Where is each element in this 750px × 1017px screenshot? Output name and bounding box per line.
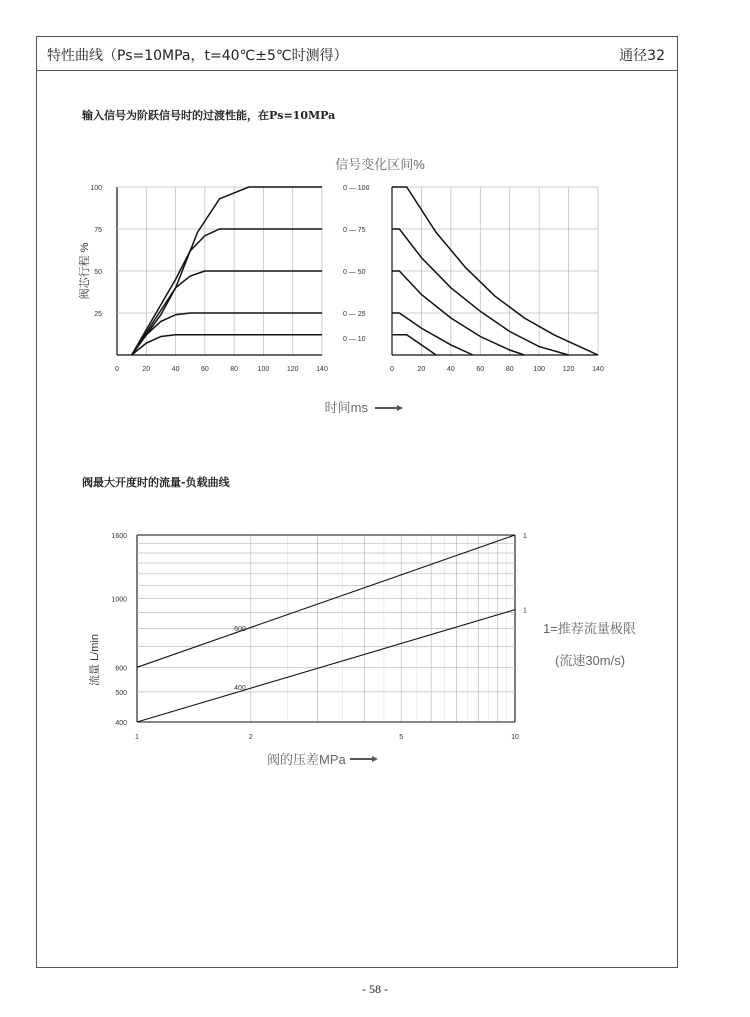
x-tick-label: 40 bbox=[171, 366, 180, 373]
x-tick-label: 5 bbox=[399, 734, 404, 741]
y-tick-label: 50 bbox=[94, 269, 102, 276]
x-tick-label: 80 bbox=[230, 366, 239, 373]
x-axis-label: 时间ms bbox=[324, 400, 368, 415]
x-tick-label: 60 bbox=[200, 366, 209, 373]
y-tick-label: 600 bbox=[115, 665, 127, 673]
series-label: 400 bbox=[234, 685, 246, 693]
range-label: 0 — 75 bbox=[343, 227, 366, 234]
x-tick-label: 1 bbox=[135, 734, 139, 741]
x-tick-label: 0 bbox=[390, 366, 394, 373]
x-tick-label: 20 bbox=[417, 366, 426, 373]
end-annotation: 1 bbox=[523, 533, 527, 540]
x-tick-label: 2 bbox=[248, 734, 253, 741]
x-tick-label: 140 bbox=[592, 366, 604, 373]
y-tick-label: 75 bbox=[94, 227, 102, 234]
chart-title: 信号变化区间% bbox=[335, 157, 425, 172]
note-line2: (流速30m/s) bbox=[555, 653, 626, 668]
x-tick-label: 100 bbox=[257, 366, 270, 373]
y-tick-label: 1600 bbox=[111, 533, 127, 540]
page-title: 特性曲线（Ps=10MPa，t=40℃±5℃时测得） bbox=[47, 48, 348, 64]
x-tick-label: 20 bbox=[142, 366, 151, 373]
y-axis-label: 流量 L/min bbox=[89, 634, 101, 686]
x-axis-arrow-head bbox=[372, 756, 378, 762]
note-line1: 1=推荐流量极限 bbox=[543, 621, 636, 636]
y-tick-label: 25 bbox=[94, 311, 102, 318]
y-tick-label: 1000 bbox=[111, 596, 127, 604]
x-tick-label: 0 bbox=[115, 366, 119, 373]
range-label: 0 — 25 bbox=[343, 311, 366, 318]
x-tick-label: 120 bbox=[562, 366, 575, 373]
flow-line bbox=[137, 535, 515, 667]
model-label: 通径32 bbox=[619, 48, 665, 64]
range-label: 0 — 10 bbox=[343, 336, 366, 344]
x-tick-label: 140 bbox=[316, 366, 328, 373]
section-title-flow-load: 阀最大开度时的流量-负载曲线 bbox=[82, 476, 230, 489]
page-number: - 58 - bbox=[362, 982, 388, 996]
x-tick-label: 100 bbox=[533, 366, 545, 373]
x-tick-label: 120 bbox=[286, 366, 299, 373]
series-label: 600 bbox=[234, 625, 246, 633]
section-title-step-response: 输入信号为阶跃信号时的过渡性能，在Ps=10MPa bbox=[82, 109, 336, 122]
x-tick-label: 60 bbox=[476, 366, 485, 373]
y-tick-label: 400 bbox=[115, 720, 127, 727]
flow-line bbox=[137, 610, 515, 722]
end-annotation: 1 bbox=[523, 607, 527, 615]
y-axis-label: 阀芯行程 % bbox=[79, 242, 91, 300]
x-tick-label: 40 bbox=[446, 366, 455, 373]
y-tick-label: 100 bbox=[90, 185, 102, 192]
x-tick-label: 10 bbox=[511, 734, 519, 741]
x-tick-label: 80 bbox=[505, 366, 514, 373]
x-axis-label: 阀的压差MPa bbox=[267, 752, 346, 767]
range-label: 0 — 50 bbox=[343, 269, 366, 276]
y-tick-label: 500 bbox=[115, 689, 127, 697]
range-label: 0 — 100 bbox=[343, 185, 370, 192]
